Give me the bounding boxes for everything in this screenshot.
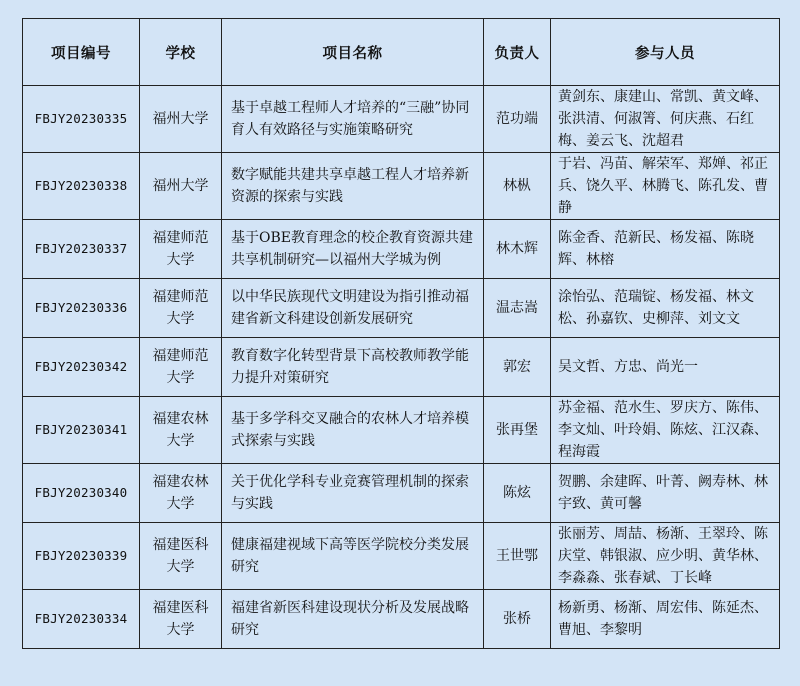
project-code-cell: FBJY20230334	[23, 590, 140, 649]
table-row	[23, 338, 780, 397]
school-cell: 福建农林大学	[140, 464, 222, 523]
project-title-cell: 基于卓越工程师人才培养的“三融”协同育人有效路径与实施策略研究	[222, 86, 484, 153]
header-school: 学校	[140, 19, 222, 86]
school-cell: 福州大学	[140, 153, 222, 220]
project-title-cell: 基于多学科交叉融合的农林人才培养模式探索与实践	[222, 397, 484, 464]
table-row	[23, 464, 780, 523]
project-code-cell: FBJY20230337	[23, 220, 140, 279]
school-cell: 福建师范大学	[140, 279, 222, 338]
table-row	[23, 397, 780, 464]
table-row	[23, 590, 780, 649]
project-title-cell: 基于OBE教育理念的校企教育资源共建共享机制研究—以福州大学城为例	[222, 220, 484, 279]
project-title-cell: 教育数字化转型背景下高校教师教学能力提升对策研究	[222, 338, 484, 397]
project-title-cell: 数字赋能共建共享卓越工程人才培养新资源的探索与实践	[222, 153, 484, 220]
school-cell: 福建师范大学	[140, 338, 222, 397]
members-cell: 杨新勇、杨渐、周宏伟、陈延杰、曹旭、李黎明	[551, 590, 780, 649]
members-cell: 吴文哲、方忠、尚光一	[551, 338, 780, 397]
members-cell: 苏金福、范水生、罗庆方、陈伟、李文灿、叶玲娟、陈炫、江汉森、程海霞	[551, 397, 780, 464]
leader-cell: 温志嵩	[484, 279, 551, 338]
header-leader: 负责人	[484, 19, 551, 86]
project-title-cell: 健康福建视域下高等医学院校分类发展研究	[222, 523, 484, 590]
members-cell: 于岩、冯苗、解荣军、郑婵、祁正兵、饶久平、林腾飞、陈孔发、曹静	[551, 153, 780, 220]
project-code-cell: FBJY20230340	[23, 464, 140, 523]
members-cell: 陈金香、范新民、杨发福、陈晓辉、林榕	[551, 220, 780, 279]
project-code-cell: FBJY20230342	[23, 338, 140, 397]
table-row	[23, 153, 780, 220]
school-cell: 福建农林大学	[140, 397, 222, 464]
project-title-cell: 以中华民族现代文明建设为指引推动福建省新文科建设创新发展研究	[222, 279, 484, 338]
school-cell: 福建医科大学	[140, 523, 222, 590]
header-members: 参与人员	[551, 19, 780, 86]
leader-cell: 张再堡	[484, 397, 551, 464]
leader-cell: 林枞	[484, 153, 551, 220]
project-code-cell: FBJY20230336	[23, 279, 140, 338]
table-header-row	[23, 19, 780, 86]
leader-cell: 张桥	[484, 590, 551, 649]
project-title-cell: 福建省新医科建设现状分析及发展战略研究	[222, 590, 484, 649]
members-cell: 黄剑东、康建山、常凯、黄文峰、张洪清、何淑箐、何庆燕、石红梅、姜云飞、沈超君	[551, 86, 780, 153]
leader-cell: 林木辉	[484, 220, 551, 279]
leader-cell: 范功端	[484, 86, 551, 153]
leader-cell: 陈炫	[484, 464, 551, 523]
project-code-cell: FBJY20230338	[23, 153, 140, 220]
table-row	[23, 86, 780, 153]
members-cell: 贺鹏、余建晖、叶菁、阙寿林、林宇致、黄可馨	[551, 464, 780, 523]
school-cell: 福州大学	[140, 86, 222, 153]
table-row	[23, 523, 780, 590]
project-code-cell: FBJY20230335	[23, 86, 140, 153]
project-title-cell: 关于优化学科专业竞赛管理机制的探索与实践	[222, 464, 484, 523]
table-row	[23, 279, 780, 338]
leader-cell: 王世鄂	[484, 523, 551, 590]
members-cell: 涂怡弘、范瑞锭、杨发福、林文松、孙嘉钦、史柳萍、刘文文	[551, 279, 780, 338]
header-project-code: 项目编号	[23, 19, 140, 86]
table-row	[23, 220, 780, 279]
leader-cell: 郭宏	[484, 338, 551, 397]
school-cell: 福建师范大学	[140, 220, 222, 279]
members-cell: 张丽芳、周喆、杨渐、王翠玲、陈庆堂、韩银淑、应少明、黄华林、李淼淼、张春斌、丁长峰	[551, 523, 780, 590]
school-cell: 福建医科大学	[140, 590, 222, 649]
project-code-cell: FBJY20230341	[23, 397, 140, 464]
projects-table	[22, 18, 780, 649]
project-code-cell: FBJY20230339	[23, 523, 140, 590]
header-project-title: 项目名称	[222, 19, 484, 86]
